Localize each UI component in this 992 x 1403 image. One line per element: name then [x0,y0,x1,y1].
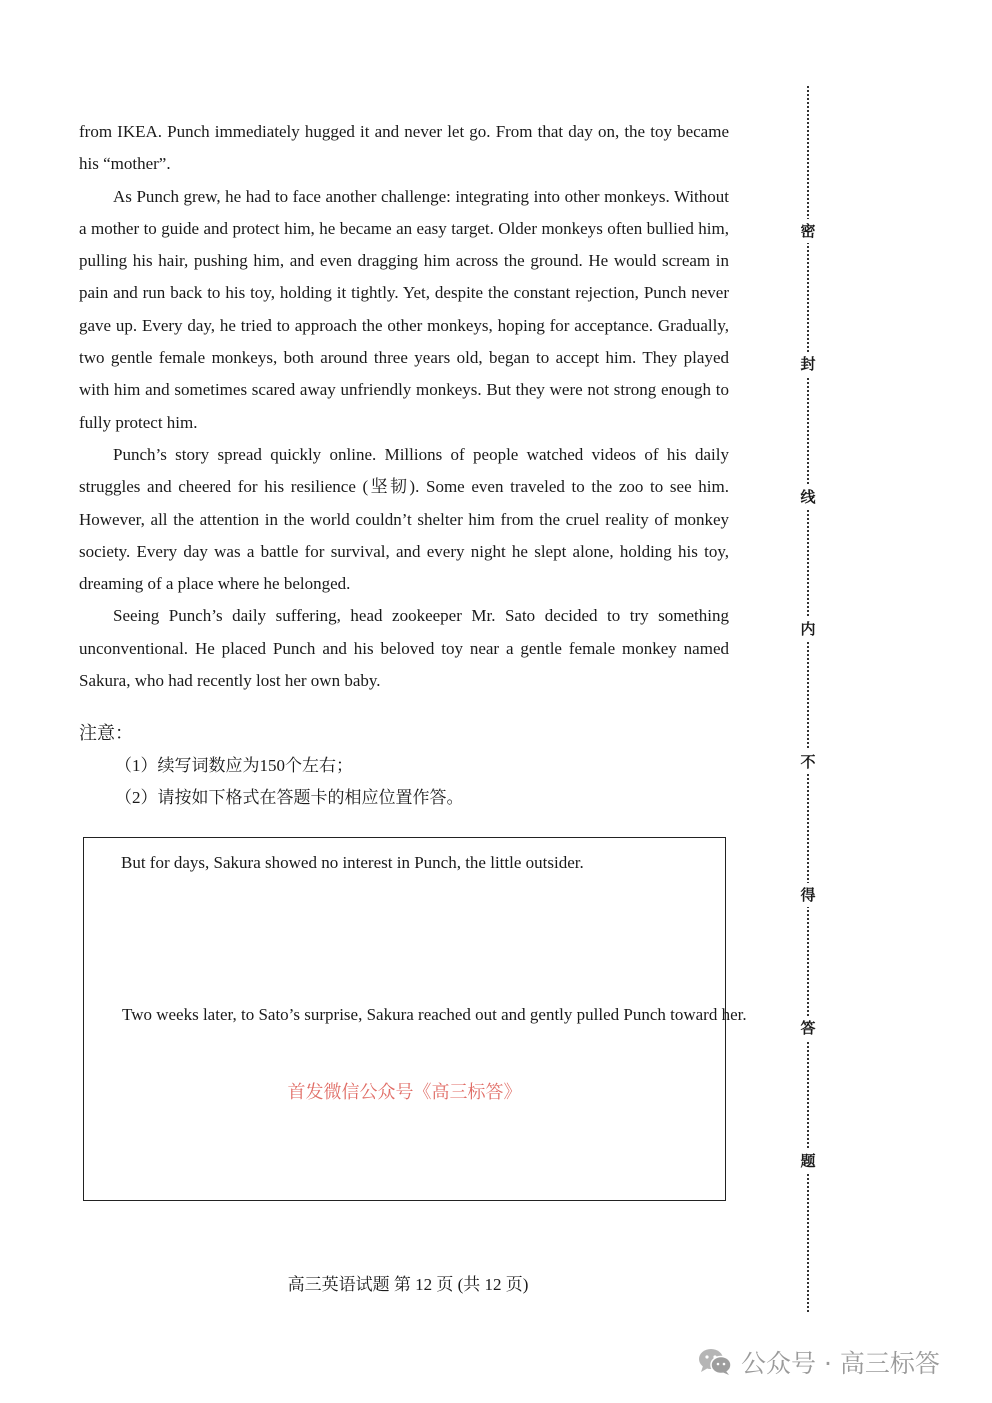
passage-paragraph-1: from IKEA. Punch immediately hugged it and never let go. From that day on, the toy became his “mother”. [79,122,729,174]
passage-paragraph-3: Punch’s story spread quickly online. Millions of people watched videos of his daily struggles and cheered for his resilience (坚韧). Some even traveled to the zoo to see him. However, all the attention in the world couldn’t shelter him from the cruel reality of monkey society. Every day was a battle for survival, and every night he slept alone, holding his toy, dreaming of a place where he belonged. [79,444,729,594]
reading-passage [79,116,729,697]
binding-char-4: 内 [797,617,819,641]
note-item-answer-format: （2）请按如下格式在答题卡的相应位置作答。 [115,788,464,807]
binding-char-1: 密 [797,219,819,243]
page-footer: 高三英语试题 第 12 页 (共 12 页) [287,1275,529,1294]
binding-char-7: 答 [797,1016,819,1040]
binding-char-8: 题 [797,1149,819,1173]
wechat-watermark-text: 公众号 · 高三标答 [741,1349,940,1378]
note-item-word-count: （1）续写词数应为150个左右； [115,756,353,775]
continuation-prompt-1: But for days, Sakura showed no interest in Punch, the little outsider. [121,853,584,872]
passage-paragraph-4: Seeing Punch’s daily suffering, head zookeeper Mr. Sato decided to try something unconventional. He placed Punch and his beloved toy near a gentle female monkey named Sakura, who had recently lost her own baby. [79,606,729,691]
binding-char-2: 封 [797,352,819,376]
notes-title: 注意： [79,723,133,743]
wechat-watermark [697,1342,940,1382]
notes-section [79,718,729,814]
wechat-icon [697,1347,733,1377]
continuation-prompt-2: Two weeks later, to Sato’s surprise, Sakura reached out and gently pulled Punch toward her. [122,1005,747,1024]
binding-char-3: 线 [797,485,819,509]
binding-char-6: 得 [797,883,819,907]
passage-paragraph-2: As Punch grew, he had to face another challenge: integrating into other monkeys. Without a mother to guide and protect him, he became an easy target. Older monkeys often bullied him, pulling his hair, pushing him, and even dragging him across the ground. He would scream in pain and run back to his toy, holding it tightly. Yet, despite the constant rejection, Punch never gave up. Every day, he tried to approach the other monkeys, hoping for acceptance. Gradually, two gentle female monkeys, both around three years old, began to accept him. They played with him and sometimes scared away unfriendly monkeys. But they were not strong enough to fully protect him. [79,186,729,432]
binding-dotted-line [807,86,809,1312]
answer-box [83,837,747,1201]
binding-char-5: 不 [797,750,819,774]
red-watermark: 首发微信公众号《高三标答》 [287,1082,522,1102]
